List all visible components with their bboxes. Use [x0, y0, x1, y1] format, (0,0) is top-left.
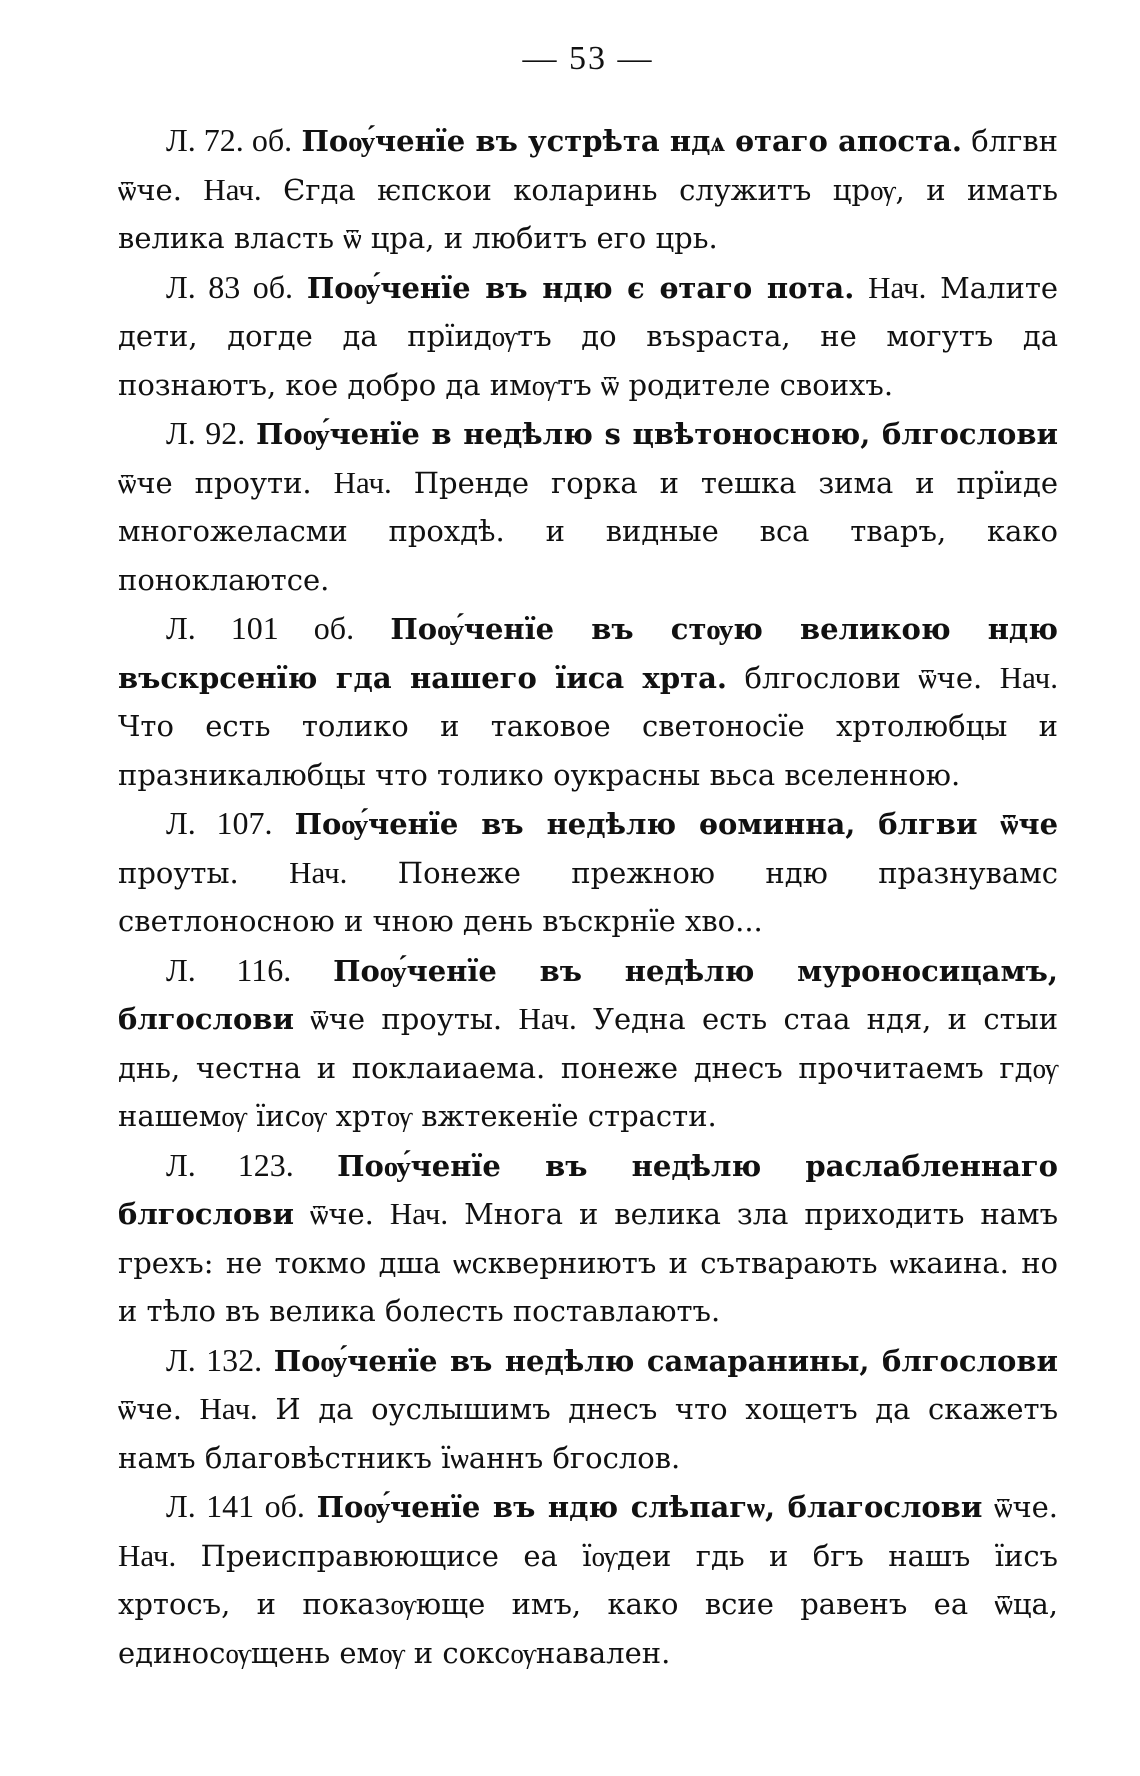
entry-blessing: блгослови ѿче.: [744, 660, 983, 695]
folio-reference: Л. 72. об.: [166, 122, 293, 158]
folio-reference: Л. 123.: [166, 1146, 294, 1183]
incipit-text: И да оуслышимъ днесъ что хощетъ да скажетъ намъ благовѣстникъ їѡаннъ бгослов.: [118, 1392, 1059, 1475]
folio-reference: Л. 132.: [166, 1341, 263, 1378]
catalog-entry: [118, 799, 1058, 946]
incipit-marker: Нач.: [389, 1196, 449, 1231]
entry-heading: Поѹ́ченїе въ недѣлю самаранины, блгослови: [273, 1343, 1059, 1378]
incipit-text: Понеже прежною ндю празнувамс светлоносною и чною день въскрнїе хво...: [118, 855, 1059, 938]
document-page: [118, 40, 1058, 1740]
folio-reference: Л. 101 об.: [166, 610, 355, 646]
incipit-marker: Нач.: [999, 659, 1058, 695]
incipit-marker: Нач.: [333, 464, 392, 500]
folio-reference: Л. 116.: [166, 951, 292, 988]
page-number: — 53 —: [522, 40, 654, 77]
catalog-entry: [118, 1141, 1058, 1336]
catalog-entry: [118, 1336, 1058, 1483]
incipit-text: Пренде горка и тешка зима и прїиде многожеласми прохдѣ. и видные вса тваръ, како поноклаютсе.: [118, 465, 1058, 597]
catalog-entry: [118, 604, 1058, 799]
entry-blessing: ѿче проуты.: [310, 1002, 503, 1036]
catalog-entry: [118, 1482, 1058, 1677]
incipit-marker: Нач.: [203, 171, 262, 207]
incipit-text: Что есть толико и таковое светоносїе хртолюбцы и празникалюбцы что толико оукрасны вьса вселенною.: [118, 709, 1058, 792]
entry-heading: Поѹ́ченїе въ устрѣта ндѧ ѳтаго апоста.: [301, 124, 962, 158]
incipit-text: Многа и велика зла приходить намъ грехъ: не токмо дша ѡскверниютъ и сътварають ѡкаина. но и тѣло въ велика болесть поставлаютъ.: [118, 1197, 1059, 1328]
incipit-marker: Нач.: [199, 1391, 258, 1426]
folio-reference: Л. 92.: [166, 415, 246, 451]
entry-heading: Поѹ́ченїе в недѣлю ѕ цвѣтоносною, блгослови: [256, 417, 1059, 451]
catalog-entry: [118, 263, 1058, 410]
incipit-marker: Нач.: [118, 1537, 177, 1573]
folio-reference: Л. 83 об.: [166, 268, 294, 305]
catalog-entry: [118, 116, 1058, 263]
entry-list: [118, 116, 1058, 1677]
entry-blessing: проуты.: [118, 855, 239, 890]
entry-heading: Поѹ́ченїе въ ндю слѣпагѡ, благослови: [316, 1490, 983, 1524]
incipit-marker: Нач.: [289, 854, 348, 890]
folio-reference: Л. 107.: [166, 805, 273, 841]
entry-heading: Поѹ́ченїе въ стѹю великою ндю въскрсенїю гда нашего їиса хрта.: [118, 612, 1058, 695]
incipit-text: Єгда ѥпскои коларинь служитъ црѹ, и имать велика власть ѿ цра, и любитъ его црь.: [118, 172, 1059, 255]
incipit-text: Уедна есть стаа ндя, и стыи днь, честна и поклаиаема. понеже днесъ прочитаемъ гдѹ нашемѹ їисѹ хртѹ вжтекенїе страсти.: [118, 1002, 1059, 1133]
incipit-text: Преисправюющисе еа їѹдеи гдь и бгъ нашъ їисъ хртосъ, и показѹюще имъ, како всие равенъ еа ѿца, единосѹщень емѹ и соксѹнавален.: [118, 1538, 1059, 1670]
entry-blessing: ѿче.: [309, 1197, 374, 1231]
entry-heading: Поѹ́ченїе въ недѣлю раслабленнаго блгослови: [118, 1148, 1058, 1231]
entry-blessing: ѿче проути.: [118, 465, 312, 500]
incipit-marker: Нач.: [868, 269, 927, 305]
entry-heading: Поѹ́ченїе въ недѣлю ѳоминна, блгви ѿче: [294, 807, 1059, 841]
catalog-entry: [118, 946, 1058, 1141]
incipit-text: Малите дети, догде да прїидѹтъ до въѕраста, не могутъ да познаютъ, кое добро да имѹтъ ѿ родителе своихъ.: [118, 270, 1059, 402]
entry-heading: Поѹ́ченїе въ ндю є ѳтаго пота.: [306, 270, 855, 305]
entry-blessing: блгвн ѿче.: [118, 124, 1058, 207]
folio-reference: Л. 141 об.: [166, 1488, 305, 1524]
entry-blessing: ѿче.: [118, 1392, 182, 1426]
entry-blessing: ѿче.: [994, 1490, 1059, 1524]
catalog-entry: [118, 409, 1058, 604]
incipit-marker: Нач.: [518, 1001, 577, 1036]
entry-heading: Поѹ́ченїе въ недѣлю муроносицамъ, блгослови: [118, 953, 1058, 1036]
